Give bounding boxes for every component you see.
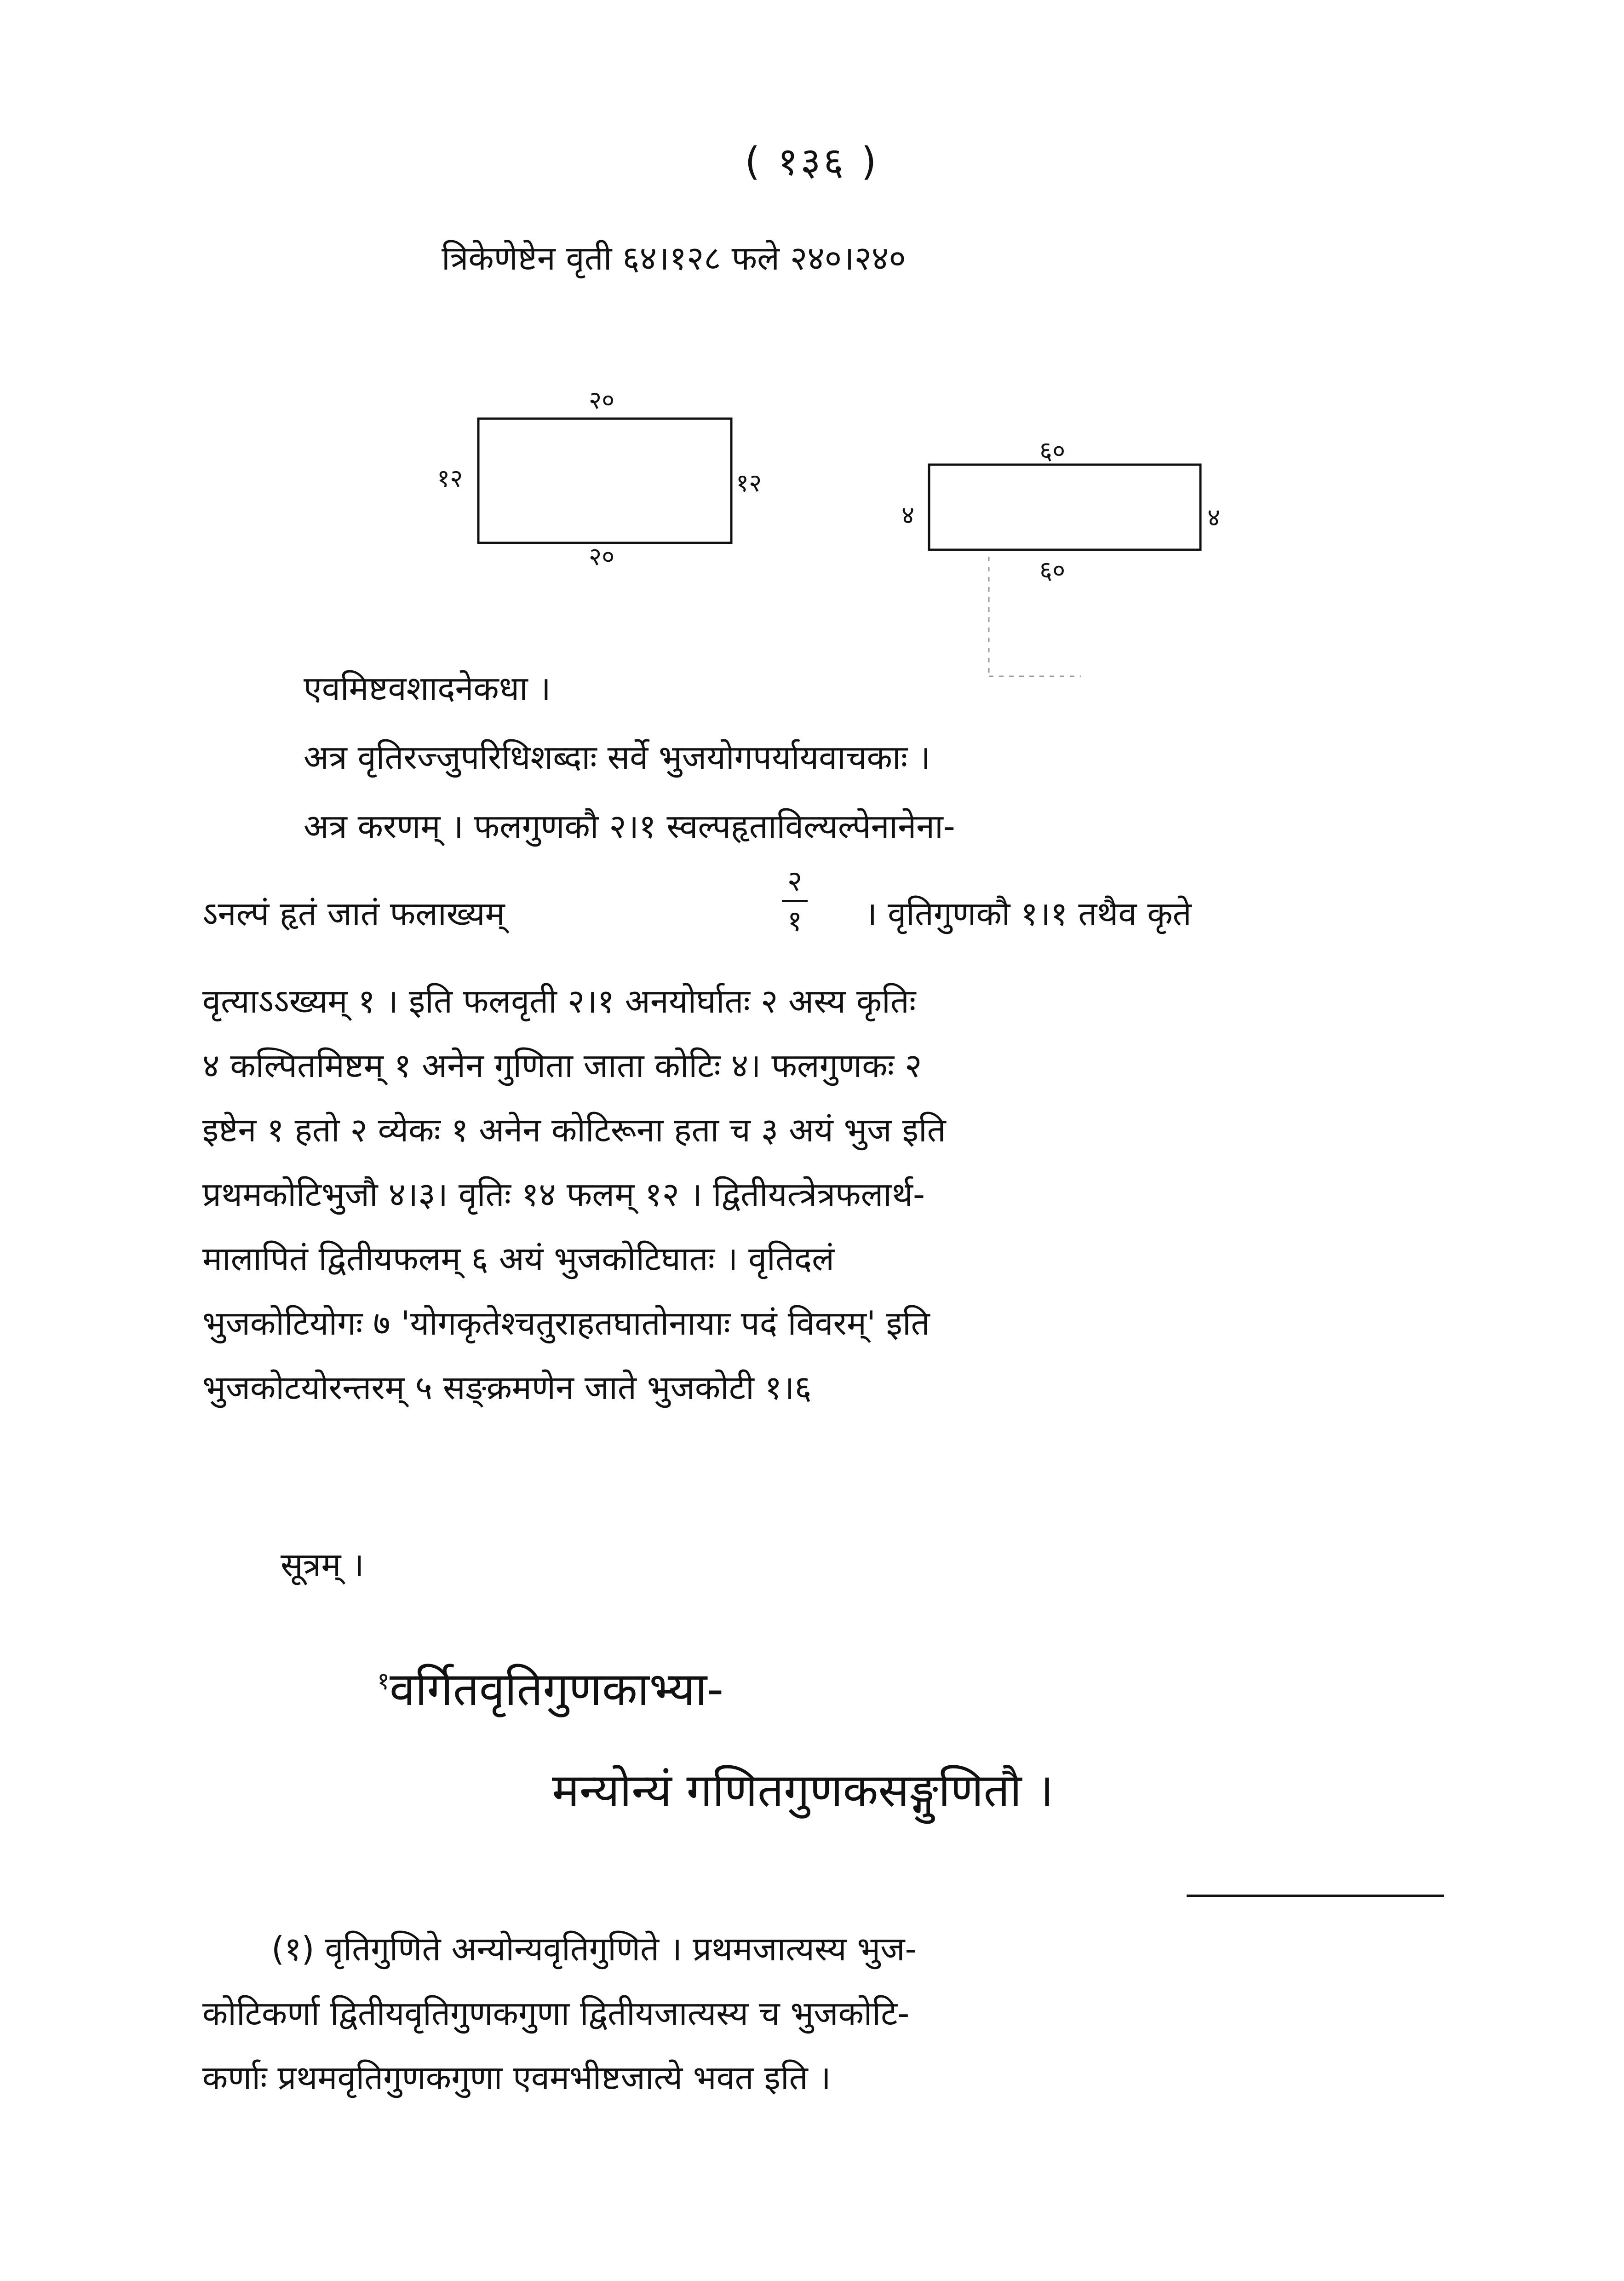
text-line: अत्र वृतिरज्जुपरिधिशब्दाः सर्वे भुजयोगपर्यायवाचकाः । bbox=[304, 738, 931, 777]
figures bbox=[414, 386, 1288, 690]
text-line: इष्टेन १ हतो २ व्येकः १ अनेन कोटिरूना हता च ३ अयं भुज इति bbox=[202, 1111, 946, 1149]
page-number: ( १३६ ) bbox=[745, 139, 879, 184]
footnote-line: (१) वृतिगुणिते अन्योन्यवृतिगुणिते । प्रथमजात्यस्य भुज- bbox=[271, 1930, 917, 1968]
figure-caption: त्रिकेणेष्टेन वृती ६४।१२८ फले २४०।२४० bbox=[442, 239, 906, 277]
text-line: भुजकोटयोरन्तरम् ५ सङ्क्रमणेन जाते भुजकोटी १।६ bbox=[202, 1368, 812, 1407]
text-line: । वृतिगुणकौ १।१ तथैव कृते bbox=[865, 894, 1192, 933]
rect2-top-label: ६० bbox=[1039, 436, 1066, 465]
fraction bbox=[782, 865, 808, 937]
text-line: भुजकोटियोगः ७ 'योगकृतेश्चतुराहतघातोनायाः पदं विवरम्' इति bbox=[202, 1304, 930, 1342]
footnote-marker: १ bbox=[377, 1667, 390, 1695]
text-line: ४ कल्पितमिष्टम् १ अनेन गुणिता जाता कोटिः ४। फलगुणकः २ bbox=[202, 1046, 922, 1085]
rectangle-figures bbox=[414, 391, 1288, 690]
fraction-bar bbox=[782, 900, 808, 902]
verse-line-2: मन्योन्यं गणितगुणकसङ्गुणितौ । bbox=[552, 1763, 1054, 1817]
sutra-label: सूत्रम् । bbox=[281, 1545, 364, 1584]
verse-text: वर्गितवृतिगुणकाभ्या- bbox=[390, 1662, 724, 1716]
footnote-line: कोटिकर्णा द्वितीयवृतिगुणकगुणा द्वितीयजात्यस्य च भुजकोटि- bbox=[202, 1994, 910, 2033]
text-line: एवमिष्टवशादनेकधा । bbox=[304, 669, 551, 708]
footnote bbox=[202, 1923, 1481, 2116]
rectangle-2 bbox=[929, 465, 1200, 550]
footnote-line: कर्णाः प्रथमवृतिगुणकगुणा एवमभीष्टजात्ये भवत इति । bbox=[202, 2058, 831, 2097]
main-text bbox=[202, 662, 1481, 1560]
rect1-right-label: १२ bbox=[736, 468, 762, 497]
rect2-right-label: ४ bbox=[1207, 503, 1221, 532]
fraction-numerator: २ bbox=[787, 864, 803, 898]
rect1-left-label: १२ bbox=[437, 464, 463, 493]
text-line: वृत्याऽऽख्यम् १ । इति फलवृती २।१ अनयोर्घातः २ अस्य कृतिः bbox=[202, 982, 916, 1020]
text-line: ऽनल्पं हृतं जातं फलाख्यम् bbox=[202, 894, 505, 933]
fraction-denominator: १ bbox=[787, 904, 803, 938]
footnote-rule bbox=[1187, 1895, 1444, 1897]
text-line: मालापितं द्वितीयफलम् ६ अयं भुजकोटिघातः । वृतिदलं bbox=[202, 1239, 834, 1278]
rect2-bottom-label: ६० bbox=[1039, 556, 1066, 585]
text-line: अत्र करणम् । फलगुणकौ २।१ स्वल्पहृताविल्यल्पेनानेना- bbox=[304, 807, 955, 846]
rect1-top-label: २० bbox=[589, 386, 615, 415]
verse-line-1 bbox=[377, 1656, 723, 1719]
rectangle-1 bbox=[478, 419, 731, 543]
text-line: प्रथमकोटिभुजौ ४।३। वृतिः १४ फलम् १२ । द्वितीयत्त्रेत्रफलार्थ- bbox=[202, 1175, 925, 1214]
rect1-bottom-label: २० bbox=[589, 542, 615, 571]
rect2-left-label: ४ bbox=[901, 501, 915, 530]
